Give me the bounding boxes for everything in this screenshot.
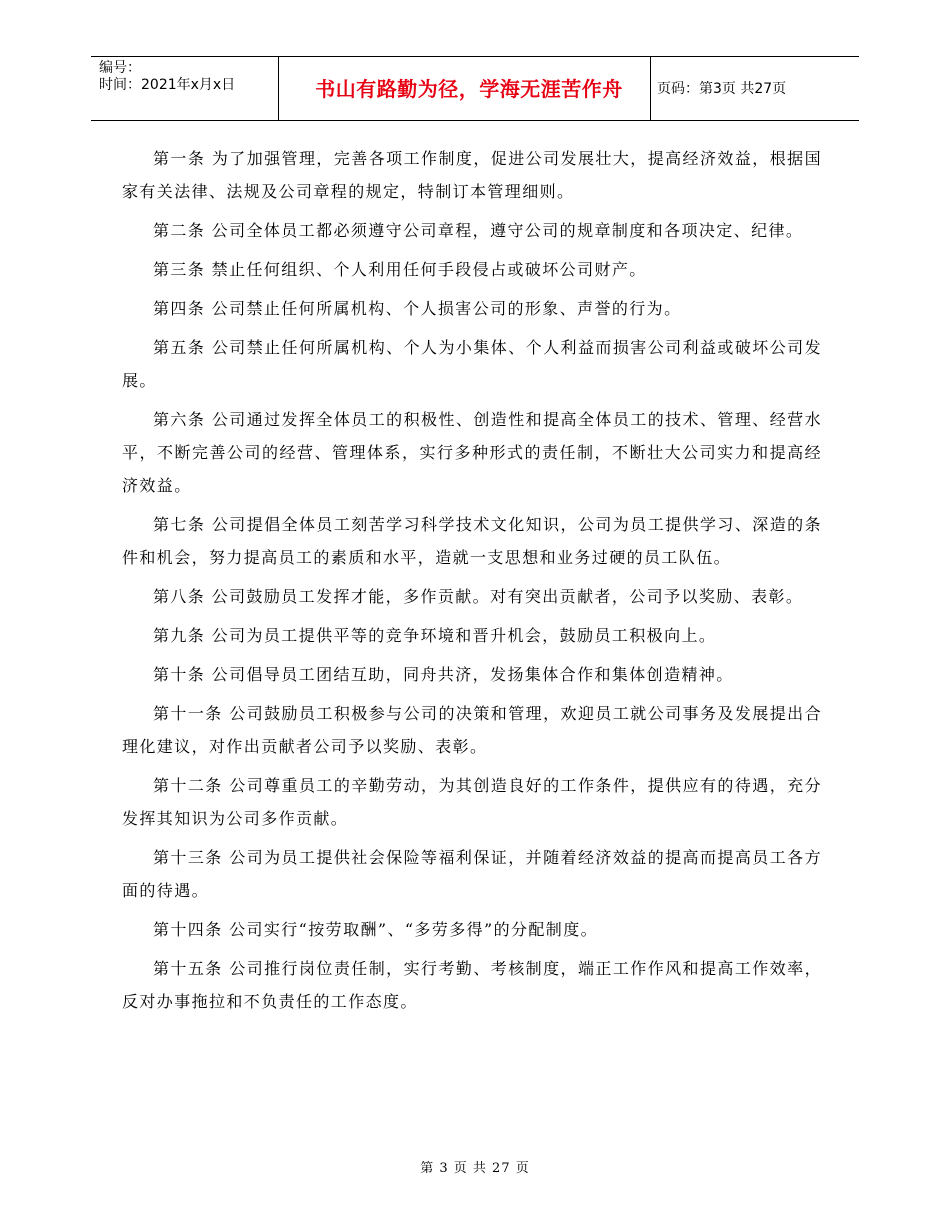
article-2: 第二条 公司全体员工都必须遵守公司章程，遵守公司的规章制度和各项决定、纪律。 (153, 221, 804, 240)
page-footer: 第 3 页 共 27 页 (420, 1161, 530, 1176)
article-7: 第七条 公司提倡全体员工刻苦学习科学技术文化知识，公司为员工提供学习、深造的条件和机会，努力提高员工的素质和水平，造就一支思想和业务过硬的员工队伍。 (122, 515, 822, 567)
article-8: 第八条 公司鼓励员工发挥才能，多作贡献。对有突出贡献者，公司予以奖励、表彰。 (153, 587, 804, 606)
article-1: 第一条 为了加强管理，完善各项工作制度，促进公司发展壮大，提高经济效益，根据国家有关法律、法规及公司章程的规定，特制订本管理细则。 (122, 149, 822, 201)
article-3: 第三条 禁止任何组织、个人利用任何手段侵占或破坏公司财产。 (153, 260, 647, 279)
article-14: 第十四条 公司实行“按劳取酬”、“多劳多得”的分配制度。 (153, 920, 599, 939)
header-meta (99, 60, 235, 94)
document-body (122, 142, 822, 1024)
article-6: 第六条 公司通过发挥全体员工的积极性、创造性和提高全体员工的技术、管理、经营水平，不断完善公司的经营、管理体系，实行多种形式的责任制，不断壮大公司实力和提高经济效益。 (122, 410, 822, 495)
article-4: 第四条 公司禁止任何所属机构、个人损害公司的形象、声誉的行为。 (153, 299, 682, 318)
page-header (91, 56, 859, 122)
header-number-label: 编号： (99, 60, 141, 76)
header-divider-left (278, 56, 279, 121)
header-page-info: 页码：第3页 共27页 (657, 81, 787, 97)
article-10: 第十条 公司倡导员工团结互助，同舟共济，发扬集体合作和集体创造精神。 (153, 665, 734, 684)
header-bottom-rule (91, 120, 859, 121)
header-top-rule (91, 56, 859, 57)
article-9: 第九条 公司为员工提供平等的竞争环境和晋升机会，鼓励员工积极向上。 (153, 626, 717, 645)
article-12: 第十二条 公司尊重员工的辛勤劳动，为其创造良好的工作条件，提供应有的待遇，充分发挥其知识为公司多作贡献。 (122, 776, 822, 828)
header-motto: 书山有路勤为径，学海无涯苦作舟 (315, 77, 623, 101)
header-time-label: 时间：2021年x月x日 (99, 77, 236, 93)
article-11: 第十一条 公司鼓励员工积极参与公司的决策和管理，欢迎员工就公司事务及发展提出合理化建议，对作出贡献者公司予以奖励、表彰。 (122, 704, 822, 756)
article-15: 第十五条 公司推行岗位责任制，实行考勤、考核制度，端正工作作风和提高工作效率，反对办事拖拉和不负责任的工作态度。 (122, 959, 822, 1011)
header-divider-right (650, 56, 651, 121)
article-5: 第五条 公司禁止任何所属机构、个人为小集体、个人利益而损害公司利益或破坏公司发展。 (122, 338, 822, 390)
article-13: 第十三条 公司为员工提供社会保险等福利保证，并随着经济效益的提高而提高员工各方面的待遇。 (122, 848, 822, 900)
